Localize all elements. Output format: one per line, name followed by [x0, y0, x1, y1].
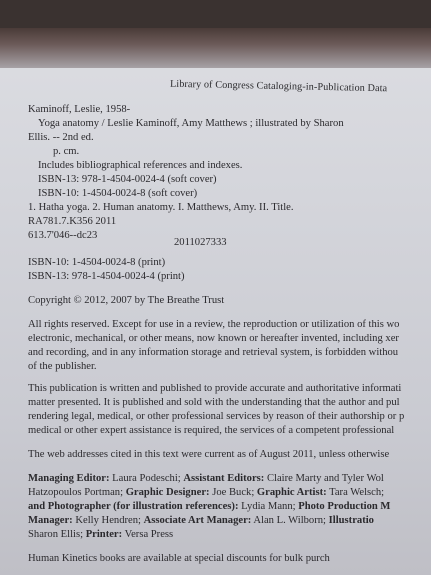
- rights-line: of the publisher.: [28, 361, 97, 372]
- disclaimer-line: matter presented. It is published and sold with the understanding that the author and pul: [28, 397, 400, 408]
- cip-line: RA781.7.K356 2011: [28, 216, 117, 227]
- cip-line: 613.7'046--dc23: [28, 230, 98, 241]
- credits-line-1: [28, 472, 384, 485]
- credit-role: Photo Production M: [298, 501, 391, 512]
- book-page: [0, 28, 431, 575]
- credit-name: Laura Podeschi;: [109, 473, 184, 484]
- credits-line-4: [28, 514, 374, 527]
- credits-line-2: [28, 486, 384, 499]
- rights-line: All rights reserved. Except for use in a review, the reproduction or utilization of this wo: [28, 319, 400, 330]
- rights-line: electronic, mechanical, or other means, now known or hereafter invented, including xer: [28, 333, 399, 344]
- credit-name: Hatzopoulos Portman;: [28, 487, 126, 498]
- disclaimer-line: rendering legal, medical, or other professional services by reason of their authorship or p: [28, 411, 405, 422]
- credit-name: Joe Buck;: [209, 487, 257, 498]
- credits-line-3: [28, 500, 390, 513]
- credit-role: Associate Art Manager:: [143, 515, 252, 526]
- lccn: 2011027333: [174, 237, 227, 248]
- credit-name: Alan L. Wilborn;: [251, 515, 329, 526]
- copyright-line: Copyright © 2012, 2007 by The Breathe Trust: [28, 295, 225, 306]
- disclaimer-line: medical or other expert assistance is required, the services of a competent professional: [28, 425, 395, 436]
- web-notice: The web addresses cited in this text were current as of August 2011, unless otherwise: [28, 449, 390, 460]
- credit-role: Assistant Editors:: [183, 473, 265, 484]
- isbn-print-line: ISBN-10: 1-4504-0024-8 (print): [28, 257, 166, 268]
- credits-line-5: [28, 528, 173, 541]
- cip-line: Yoga anatomy / Leslie Kaminoff, Amy Matthews ; illustrated by Sharon: [38, 118, 344, 129]
- credit-role: Graphic Designer:: [125, 487, 210, 498]
- disclaimer-line: This publication is written and published to provide accurate and authoritative informati: [28, 383, 402, 394]
- credit-name: Tara Welsch;: [326, 487, 385, 498]
- credit-role: and Photographer (for illustration references):: [28, 501, 239, 512]
- cip-line: ISBN-13: 978-1-4504-0024-4 (soft cover): [38, 174, 217, 185]
- credit-name: Kelly Hendren;: [72, 515, 144, 526]
- footer-line: Human Kinetics books are available at special discounts for bulk purch: [28, 553, 330, 564]
- cip-line: 1. Hatha yoga. 2. Human anatomy. I. Matthews, Amy. II. Title.: [28, 202, 294, 213]
- credit-role: Illustratio: [328, 515, 374, 526]
- cip-line: Ellis. -- 2nd ed.: [28, 132, 94, 143]
- credit-name: Sharon Ellis;: [28, 529, 86, 540]
- credit-role: Managing Editor:: [28, 473, 110, 484]
- cip-line: ISBN-10: 1-4504-0024-8 (soft cover): [38, 188, 198, 199]
- credit-name: Versa Press: [122, 529, 174, 540]
- credit-role: Graphic Artist:: [256, 487, 327, 498]
- isbn-print-line: ISBN-13: 978-1-4504-0024-4 (print): [28, 271, 185, 282]
- rights-line: and recording, and in any information storage and retrieval system, is forbidden withou: [28, 347, 399, 358]
- credit-name: Lydia Mann;: [238, 501, 299, 512]
- page-top-edge: [0, 28, 431, 68]
- cip-line: Includes bibliographical references and indexes.: [38, 160, 243, 171]
- credit-name: Claire Marty and Tyler Wol: [264, 473, 384, 484]
- cip-heading: Library of Congress Cataloging-in-Publication Data: [169, 78, 388, 95]
- cip-line: Kaminoff, Leslie, 1958-: [28, 104, 131, 115]
- cip-line: p. cm.: [53, 146, 80, 157]
- credit-role: Printer:: [85, 529, 123, 540]
- credit-role: Manager:: [28, 515, 73, 526]
